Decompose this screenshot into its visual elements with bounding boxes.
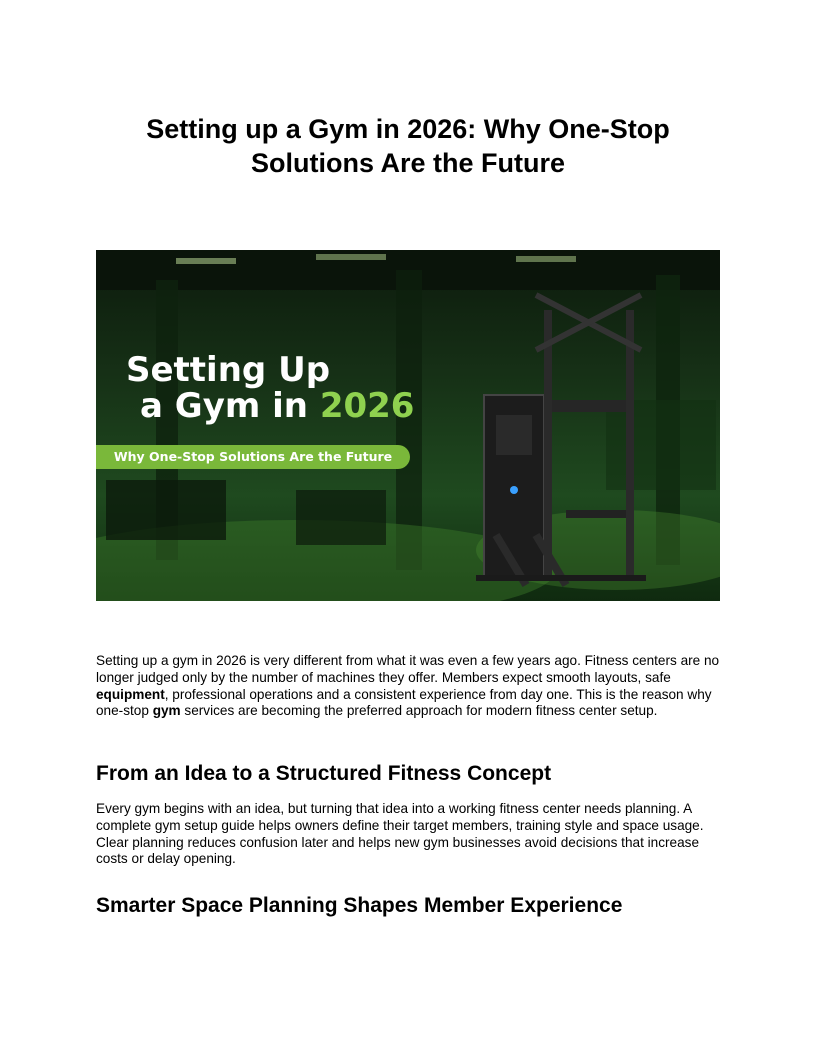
section1-paragraph: Every gym begins with an idea, but turning that idea into a working fitness center needs planning. A complete gym setup guide helps owners define their target members, training style and space usage. Clear planning reduces confusion later and helps new gym businesses avoid decisions that increase costs or delay opening. bbox=[96, 801, 704, 867]
page-title: Setting up a Gym in 2026: Why One-Stop Solutions Are the Future bbox=[146, 114, 670, 178]
hero-title bbox=[126, 352, 414, 424]
hero-badge: Why One-Stop Solutions Are the Future bbox=[96, 445, 410, 469]
hero-title-line2 bbox=[126, 388, 414, 424]
hero-title-line1: Setting Up bbox=[126, 350, 331, 390]
section1-heading: From an Idea to a Structured Fitness Concept bbox=[96, 762, 552, 785]
intro-paragraph bbox=[96, 653, 720, 720]
hero-title-text: a Gym in bbox=[140, 386, 320, 426]
intro-bold-gym: gym bbox=[152, 703, 181, 719]
intro-text-3: services are becoming the preferred approach for modern fitness center setup. bbox=[180, 703, 658, 719]
intro-bold-equipment: equipment bbox=[96, 686, 165, 702]
intro-text-2: , professional operations and a consistent experience from day one. This is the reason why one-stop bbox=[96, 686, 712, 719]
intro-text-1: Setting up a gym in 2026 is very different from what it was even a few years ago. Fitness centers are no longer judged only by the number of machines they offer. Members expect smooth layouts, safe bbox=[96, 653, 720, 685]
hero-image bbox=[96, 250, 720, 601]
hero-title-year: 2026 bbox=[319, 386, 415, 426]
section2-heading: Smarter Space Planning Shapes Member Experience bbox=[96, 894, 623, 917]
